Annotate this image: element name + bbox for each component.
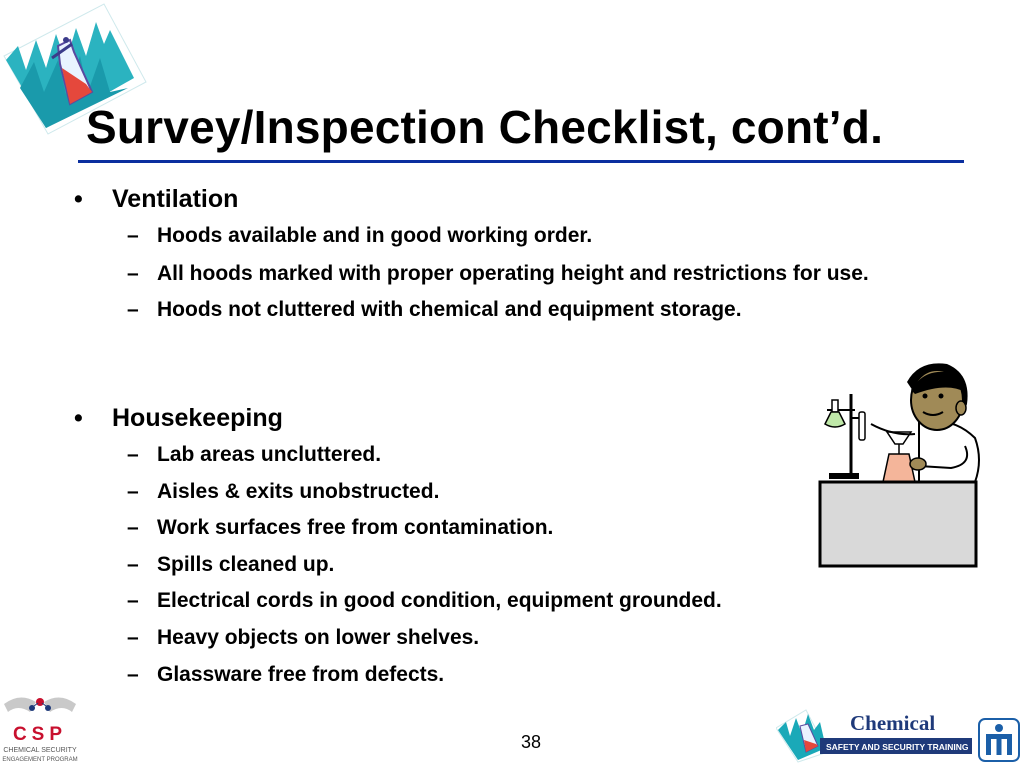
dash-marker: – [127, 516, 139, 540]
csp-logo [0, 690, 80, 768]
ventilation-list [74, 221, 972, 325]
list-item-text: All hoods marked with proper operating height and restrictions for use. [157, 261, 869, 285]
list-item-text: Lab areas uncluttered. [157, 443, 382, 466]
list-item-text: Aisles & exits unobstructed. [157, 479, 440, 503]
list-item [74, 586, 972, 616]
list-item-text: Glassware free from defects. [157, 662, 445, 686]
dash-marker: – [127, 261, 139, 285]
chemical-word: Chemical [850, 711, 936, 735]
bullet-heading [74, 184, 972, 214]
bullet-dot: • [74, 185, 83, 213]
heading-text: Housekeeping [112, 404, 283, 432]
heading-text: Ventilation [112, 185, 239, 213]
csp-line2: ENGAGEMENT PROGRAM [2, 757, 78, 763]
dash-marker: – [127, 224, 139, 247]
title-underline [78, 160, 964, 163]
list-item-text: Heavy objects on lower shelves. [157, 625, 480, 649]
dash-marker: – [127, 552, 139, 576]
bullet-dot: • [74, 404, 83, 432]
list-item-text: Electrical cords in good condition, equipment grounded. [157, 589, 722, 613]
chemical-tagline: SAFETY AND SECURITY TRAINING [826, 742, 969, 752]
list-item [74, 258, 972, 289]
list-item [74, 295, 972, 325]
dash-marker: – [127, 479, 139, 503]
slide-title: Survey/Inspection Checklist, cont’d. [86, 101, 884, 153]
chemical-training-logo [776, 704, 972, 764]
lab-technician-illustration [815, 360, 985, 572]
dash-marker: – [127, 625, 139, 649]
section-ventilation [74, 184, 972, 332]
page-number: 38 [521, 732, 542, 752]
list-item [74, 660, 972, 690]
dash-marker: – [127, 298, 139, 322]
list-item-text: Hoods not cluttered with chemical and equipment storage. [157, 298, 742, 322]
list-item [74, 623, 972, 653]
sandia-thunderbird-icon [978, 718, 1020, 762]
csp-letters: CSP [12, 724, 68, 745]
dash-marker: – [127, 662, 139, 686]
dash-marker: – [127, 589, 139, 613]
list-item-text: Spills cleaned up. [157, 552, 335, 576]
list-item-text: Work surfaces free from contamination. [157, 516, 554, 540]
dash-marker: – [127, 443, 139, 466]
csp-line1: CHEMICAL SECURITY [3, 747, 77, 754]
list-item [74, 221, 972, 251]
list-item-text: Hoods available and in good working order. [157, 224, 593, 247]
